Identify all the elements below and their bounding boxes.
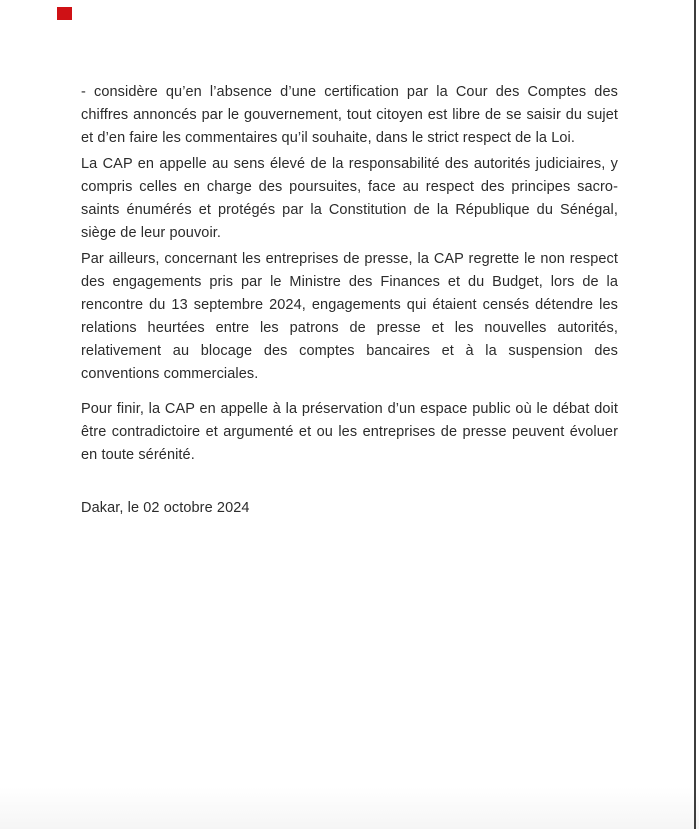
right-edge-line [694,0,696,829]
dateline: Dakar, le 02 octobre 2024 [81,500,250,516]
red-square-marker [57,7,72,20]
bottom-page-fade [0,787,699,829]
paragraph-consideration: - considère qu’en l’absence d’une certification par la Cour des Comptes des chiffres annoncés par le gouvernement, tout citoyen est libre de se saisir du sujet et d’en faire les commentaires qu’il souhaite, dans le strict respect de la Loi. [81,84,618,146]
letter-body [81,81,618,523]
paragraph-entreprises-de-presse: Par ailleurs, concernant les entreprises de presse, la CAP regrette le non respect des engagements pris par le Ministre des Finances et du Budget, lors de la rencontre du 13 septembre 2024, engagements qui étaient censés détendre les relations heurtées entre les patrons de presse et les nouvelles autorités, relativement au blocage des comptes bancaires et à la suspension des conventions commerciales. [81,251,618,382]
paragraph-appel-autorites-judiciaires: La CAP en appelle au sens élevé de la responsabilité des autorités judiciaires, y compris celles en charge des poursuites, face au respect des principes sacro-saints énumérés et protégés par la Constitution de la République du Sénégal, siège de leur pouvoir. [81,156,618,241]
paragraph-conclusion: Pour finir, la CAP en appelle à la préservation d’un espace public où le débat doit être contradictoire et argumenté et ou les entreprises de presse peuvent évoluer en toute sérénité. [81,401,618,463]
